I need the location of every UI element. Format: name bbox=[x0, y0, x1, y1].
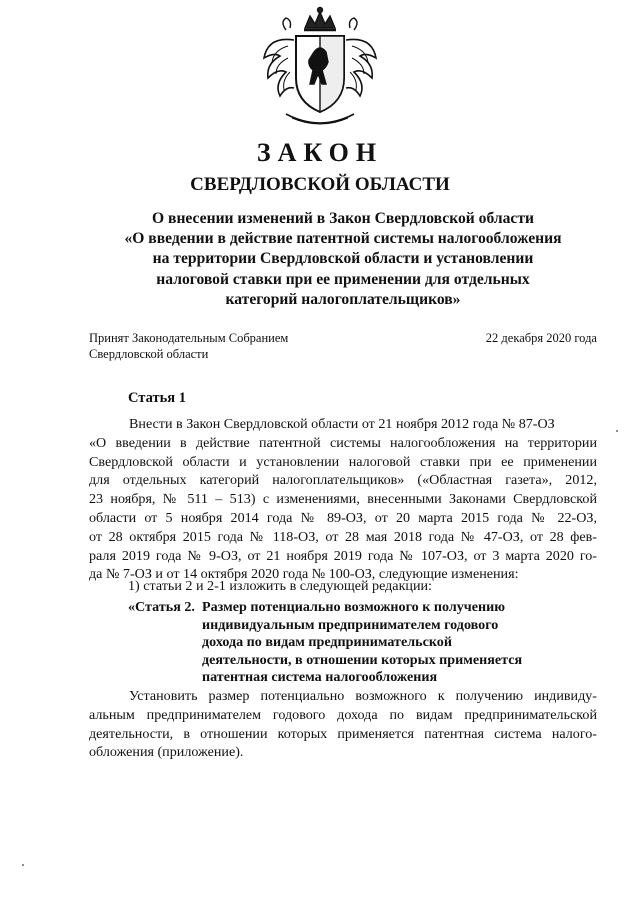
scan-speck bbox=[616, 430, 618, 432]
adoption-date: 22 декабря 2020 года bbox=[485, 331, 597, 345]
article-2-title-line: Размер потенциально возможного к получению bbox=[202, 599, 506, 615]
law-title: ЗАКОН bbox=[256, 138, 384, 167]
document-name-line: О внесении изменений в Закон Свердловской области bbox=[152, 210, 534, 227]
article-2-title-line: деятельности, в отношении которых применяется bbox=[202, 651, 523, 668]
paragraph-line: «О введении в действие патентной системы налогообложения на территории bbox=[89, 434, 597, 451]
paragraph-line: от 28 октября 2015 года № 118-ОЗ, от 28 мая 2018 года № 47-ОЗ, от 28 фев- bbox=[89, 528, 597, 545]
paragraph-line: раля 2019 года № 9-ОЗ, от 21 ноября 2019 года № 107-ОЗ, от 3 марта 2020 го- bbox=[89, 547, 597, 564]
article-2-label: «Статья 2. bbox=[128, 599, 195, 615]
paragraph-line: деятельности, в отношении которых применяется патентная система налого- bbox=[89, 725, 597, 742]
document-name-line: категорий налогоплательщиков» bbox=[225, 290, 461, 308]
paragraph-line: для отдельных категорий налогоплательщиков» («Областная газета», 2012, bbox=[89, 472, 597, 489]
article-2-title-line: патентная система налогообложения bbox=[202, 669, 438, 685]
paragraph-line: альным предпринимателем годового дохода по видам предпринимательской bbox=[89, 706, 597, 723]
document-name bbox=[90, 209, 596, 310]
article-2-text bbox=[89, 687, 597, 762]
scan-speck bbox=[22, 864, 24, 866]
article-2-title-line: дохода по видам предпринимательской bbox=[202, 634, 452, 650]
region-title: СВЕРДЛОВСКОЙ ОБЛАСТИ bbox=[190, 174, 450, 195]
paragraph-line: области от 5 ноября 2014 года № 89-ОЗ, от 20 марта 2015 года № 22-ОЗ, bbox=[89, 509, 597, 526]
article-2-title bbox=[202, 599, 562, 687]
change-item-1: 1) статьи 2 и 2-1 изложить в следующей редакции: bbox=[128, 578, 432, 594]
article-2-title-line: индивидуальным предпринимателем годового bbox=[202, 616, 499, 633]
paragraph-line: обложения (приложение). bbox=[89, 744, 244, 761]
document-name-line: на территории Свердловской области и установлении bbox=[152, 250, 534, 268]
adopted-by-line: Свердловской области bbox=[89, 347, 209, 361]
adopted-by bbox=[89, 330, 288, 362]
document-name-line: налоговой ставки при ее применении для отдельных bbox=[156, 270, 530, 288]
adopted-by-line: Принят Законодательным Собранием bbox=[89, 331, 289, 345]
article-1-heading: Статья 1 bbox=[128, 390, 186, 406]
paragraph-line: 23 ноября, № 511 – 513) с изменениями, внесенными Законами Свердловской bbox=[89, 491, 597, 508]
coat-of-arms-icon bbox=[258, 6, 382, 132]
paragraph-line: Установить размер потенциально возможного к получению индивиду- bbox=[129, 688, 597, 704]
paragraph-line: Внести в Закон Свердловской области от 21 ноября 2012 года № 87-ОЗ bbox=[129, 416, 555, 432]
paragraph-line: Свердловской области и установлении налоговой ставки при ее применении bbox=[89, 453, 597, 470]
paragraph-line: да № 7-ОЗ и от 14 октября 2020 года № 100-ОЗ, следующие изменения: bbox=[89, 566, 519, 583]
article-1-text bbox=[89, 415, 597, 584]
document-name-line: «О введении в действие патентной системы налогообложения bbox=[124, 230, 562, 248]
